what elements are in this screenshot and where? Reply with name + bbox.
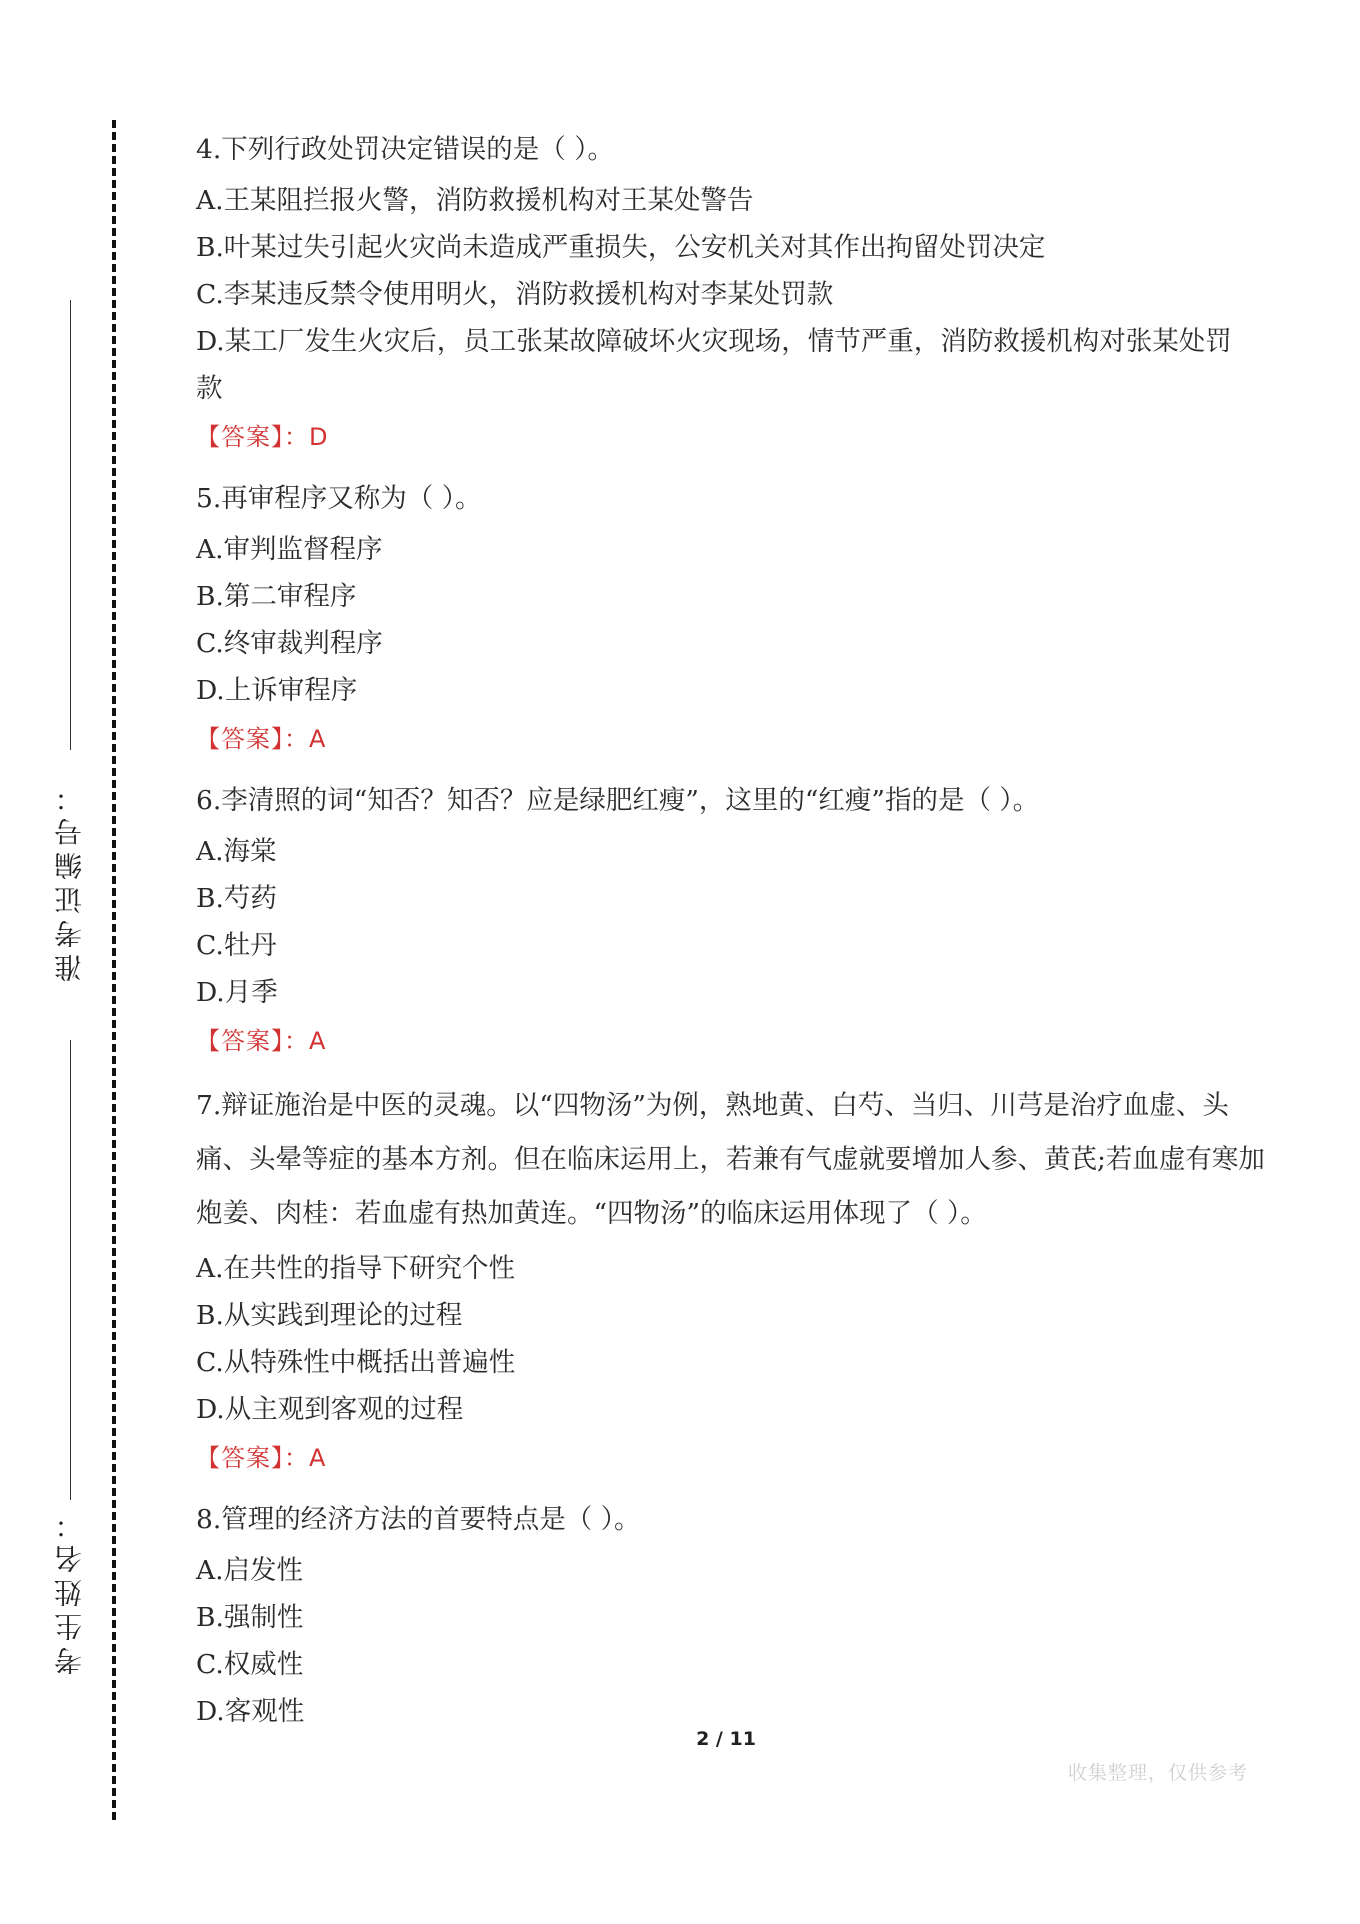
answer: 【答案】：D — [196, 423, 329, 451]
option-c: C.牡丹 — [196, 930, 277, 961]
option-c: C.从特殊性中概括出普遍性 — [196, 1347, 516, 1378]
answer: 【答案】：A — [196, 1027, 327, 1055]
option-b: B.强制性 — [196, 1602, 304, 1633]
option-d: D.从主观到客观的过程 — [196, 1394, 464, 1425]
name-line — [70, 1040, 71, 1500]
watermark: 收集整理，仅供参考 — [1067, 1762, 1248, 1784]
answer: 【答案】：A — [196, 725, 327, 753]
question-stem: 8.管理的经济方法的首要特点是（ ）。 — [196, 1504, 641, 1535]
option-b: B.芍药 — [196, 883, 277, 914]
option-b: B.从实践到理论的过程 — [196, 1300, 463, 1331]
question-stem: 4.下列行政处罚决定错误的是（ ）。 — [196, 134, 614, 165]
exam-id-line — [70, 300, 71, 750]
option-d: D.上诉审程序 — [196, 675, 358, 706]
exam-id-label: 准考证编号： — [53, 778, 86, 982]
question-stem: 6.李清照的词“知否？知否？应是绿肥红瘦”，这里的“红瘦”指的是（ ）。 — [196, 785, 1040, 816]
binding-dashed-line — [112, 120, 116, 1820]
option-a: A.王某阻拦报火警，消防救援机构对王某处警告 — [196, 185, 754, 216]
name-label: 考生姓名： — [53, 1505, 86, 1675]
page-number: 2 / 11 — [696, 1728, 756, 1750]
option-c: C.李某违反禁令使用明火，消防救援机构对李某处罚款 — [196, 279, 834, 310]
option-b: B.第二审程序 — [196, 581, 357, 612]
option-d: D.月季 — [196, 977, 278, 1008]
option-c: C.权威性 — [196, 1649, 304, 1680]
question-8 — [196, 1496, 1276, 1735]
option-a: A.启发性 — [196, 1555, 304, 1586]
option-b: B.叶某过失引起火灾尚未造成严重损失，公安机关对其作出拘留处罚决定 — [196, 232, 1046, 263]
option-a: A.审判监督程序 — [196, 534, 383, 565]
option-d: D.客观性 — [196, 1696, 305, 1727]
question-6 — [196, 777, 1276, 1065]
question-7 — [196, 1079, 1276, 1482]
option-d: D.某工厂发生火灾后，员工张某故障破坏火灾现场，情节严重，消防救援机构对张某处罚款 — [196, 326, 1232, 404]
option-a: A.在共性的指导下研究个性 — [196, 1253, 516, 1284]
question-5 — [196, 475, 1276, 763]
option-a: A.海棠 — [196, 836, 277, 867]
question-4 — [196, 126, 1276, 461]
answer: 【答案】：A — [196, 1444, 327, 1472]
question-list — [196, 126, 1276, 1735]
option-c: C.终审裁判程序 — [196, 628, 383, 659]
question-stem: 7.辩证施治是中医的灵魂。以“四物汤”为例，熟地黄、白芍、当归、川芎是治疗血虚、头痛、头晕等症的基本方剂。但在临床运用上，若兼有气虚就要增加人参、黄芪;若血虚有寒加炮姜、肉桂：若血虚有热加黄连。“四物汤”的临床运用体现了（ ）。 — [196, 1090, 1265, 1229]
question-stem: 5.再审程序又称为（ ）。 — [196, 483, 482, 514]
